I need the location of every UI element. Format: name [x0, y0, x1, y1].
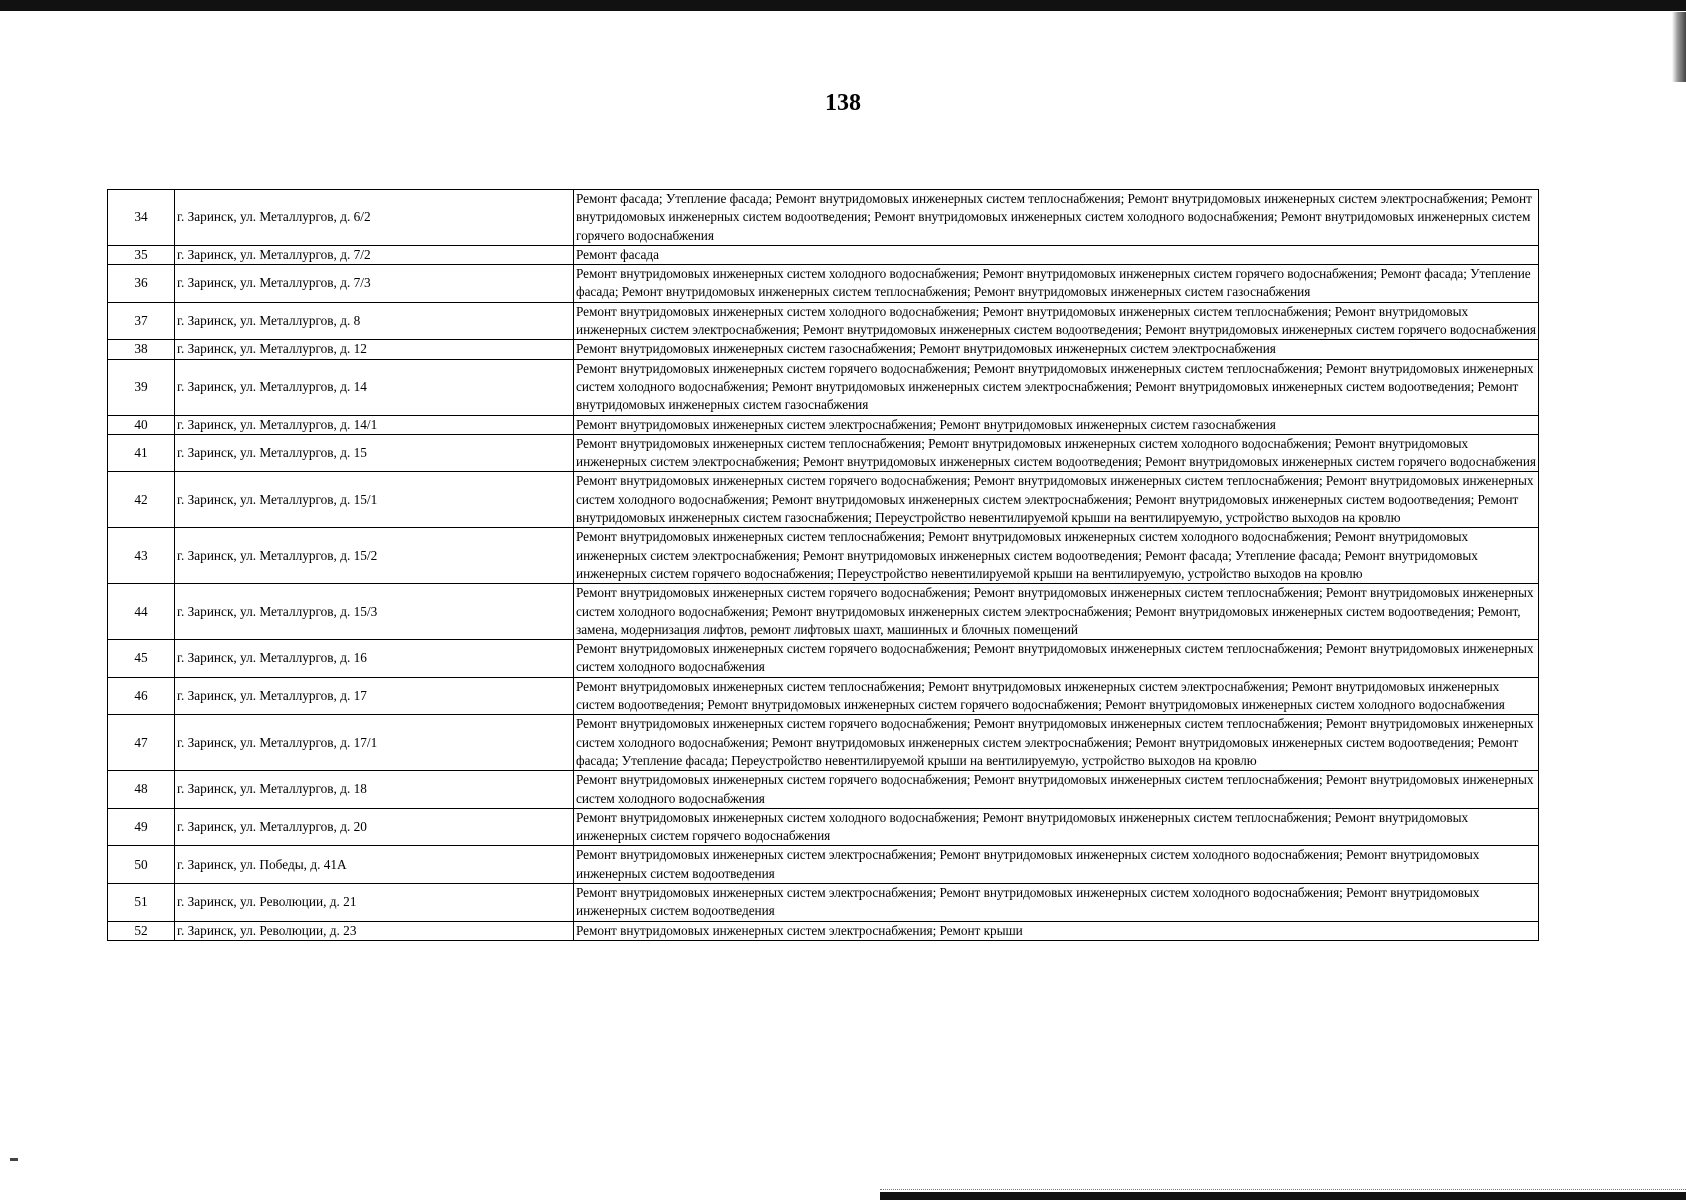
row-number: 41	[108, 434, 175, 472]
row-works: Ремонт внутридомовых инженерных систем холодного водоснабжения; Ремонт внутридомовых инженерных систем теплоснабжения; Ремонт внутридомовых инженерных систем электроснабжения; Ремонт внутридомовых инженерных систем водоотведения; Ремонт внутридомовых инженерных систем горячего водоснабжения	[574, 302, 1539, 340]
table-row	[108, 434, 1539, 472]
row-works: Ремонт внутридомовых инженерных систем горячего водоснабжения; Ремонт внутридомовых инженерных систем теплоснабжения; Ремонт внутридомовых инженерных систем холодного водоснабжения; Ремонт внутридомовых инженерных систем электроснабжения; Ремонт внутридомовых инженерных систем водоотведения; Ремонт внутридомовых инженерных систем газоснабжения; Переустройство невентилируемой крыши на вентилируемую, устройство выходов на кровлю	[574, 472, 1539, 528]
row-works: Ремонт внутридомовых инженерных систем электроснабжения; Ремонт внутридомовых инженерных систем холодного водоснабжения; Ремонт внутридомовых инженерных систем водоотведения	[574, 883, 1539, 921]
table-row	[108, 415, 1539, 434]
table-row	[108, 883, 1539, 921]
row-works: Ремонт внутридомовых инженерных систем холодного водоснабжения; Ремонт внутридомовых инженерных систем горячего водоснабжения; Ремонт фасада; Утепление фасада; Ремонт внутридомовых инженерных систем теплоснабжения; Ремонт внутридомовых инженерных систем газоснабжения	[574, 265, 1539, 303]
table-row	[108, 265, 1539, 303]
row-address: г. Заринск, ул. Металлургов, д. 17/1	[175, 715, 574, 771]
repair-works-table	[107, 189, 1539, 941]
row-address: г. Заринск, ул. Металлургов, д. 12	[175, 340, 574, 359]
row-address: г. Заринск, ул. Металлургов, д. 15	[175, 434, 574, 472]
table-row	[108, 677, 1539, 715]
row-address: г. Заринск, ул. Металлургов, д. 15/1	[175, 472, 574, 528]
row-works: Ремонт фасада	[574, 245, 1539, 264]
scan-bottom-border	[880, 1192, 1686, 1200]
table-row	[108, 302, 1539, 340]
row-address: г. Заринск, ул. Металлургов, д. 6/2	[175, 190, 574, 246]
row-address: г. Заринск, ул. Металлургов, д. 14/1	[175, 415, 574, 434]
row-address: г. Заринск, ул. Победы, д. 41А	[175, 846, 574, 884]
scan-bottom-dotted-line	[880, 1189, 1686, 1191]
row-works: Ремонт фасада; Утепление фасада; Ремонт внутридомовых инженерных систем теплоснабжения; Ремонт внутридомовых инженерных систем электроснабжения; Ремонт внутридомовых инженерных систем водоотведения; Ремонт внутридомовых инженерных систем холодного водоснабжения; Ремонт внутридомовых инженерных систем горячего водоснабжения	[574, 190, 1539, 246]
row-address: г. Заринск, ул. Революции, д. 21	[175, 883, 574, 921]
table-row	[108, 340, 1539, 359]
row-number: 50	[108, 846, 175, 884]
row-address: г. Заринск, ул. Металлургов, д. 8	[175, 302, 574, 340]
row-number: 46	[108, 677, 175, 715]
table-row	[108, 584, 1539, 640]
row-works: Ремонт внутридомовых инженерных систем электроснабжения; Ремонт внутридомовых инженерных систем холодного водоснабжения; Ремонт внутридомовых инженерных систем водоотведения	[574, 846, 1539, 884]
table-row	[108, 359, 1539, 415]
row-number: 47	[108, 715, 175, 771]
table-row	[108, 472, 1539, 528]
table-row	[108, 921, 1539, 940]
row-number: 37	[108, 302, 175, 340]
table-row	[108, 640, 1539, 678]
row-works: Ремонт внутридомовых инженерных систем горячего водоснабжения; Ремонт внутридомовых инженерных систем теплоснабжения; Ремонт внутридомовых инженерных систем холодного водоснабжения; Ремонт внутридомовых инженерных систем электроснабжения; Ремонт внутридомовых инженерных систем водоотведения; Ремонт фасада; Утепление фасада; Переустройство невентилируемой крыши на вентилируемую, устройство выходов на кровлю	[574, 715, 1539, 771]
table-row	[108, 771, 1539, 809]
row-address: г. Заринск, ул. Металлургов, д. 7/3	[175, 265, 574, 303]
row-number: 38	[108, 340, 175, 359]
row-number: 35	[108, 245, 175, 264]
row-number: 44	[108, 584, 175, 640]
scan-edge-mark	[1672, 12, 1686, 82]
row-address: г. Заринск, ул. Металлургов, д. 18	[175, 771, 574, 809]
scan-top-border	[0, 0, 1686, 11]
row-works: Ремонт внутридомовых инженерных систем горячего водоснабжения; Ремонт внутридомовых инженерных систем теплоснабжения; Ремонт внутридомовых инженерных систем холодного водоснабжения	[574, 771, 1539, 809]
row-number: 49	[108, 808, 175, 846]
row-number: 36	[108, 265, 175, 303]
table-row	[108, 190, 1539, 246]
row-number: 45	[108, 640, 175, 678]
row-address: г. Заринск, ул. Металлургов, д. 7/2	[175, 245, 574, 264]
scan-margin-mark	[10, 1158, 18, 1161]
table-row	[108, 715, 1539, 771]
row-works: Ремонт внутридомовых инженерных систем газоснабжения; Ремонт внутридомовых инженерных систем электроснабжения	[574, 340, 1539, 359]
row-works: Ремонт внутридомовых инженерных систем холодного водоснабжения; Ремонт внутридомовых инженерных систем теплоснабжения; Ремонт внутридомовых инженерных систем горячего водоснабжения	[574, 808, 1539, 846]
row-number: 34	[108, 190, 175, 246]
row-number: 51	[108, 883, 175, 921]
row-address: г. Заринск, ул. Металлургов, д. 16	[175, 640, 574, 678]
table-row	[108, 528, 1539, 584]
row-number: 42	[108, 472, 175, 528]
row-works: Ремонт внутридомовых инженерных систем горячего водоснабжения; Ремонт внутридомовых инженерных систем теплоснабжения; Ремонт внутридомовых инженерных систем холодного водоснабжения	[574, 640, 1539, 678]
row-address: г. Заринск, ул. Металлургов, д. 20	[175, 808, 574, 846]
page-number: 138	[825, 90, 861, 116]
row-number: 48	[108, 771, 175, 809]
row-works: Ремонт внутридомовых инженерных систем электроснабжения; Ремонт внутридомовых инженерных систем газоснабжения	[574, 415, 1539, 434]
row-address: г. Заринск, ул. Металлургов, д. 15/2	[175, 528, 574, 584]
table-body	[108, 190, 1539, 941]
row-address: г. Заринск, ул. Революции, д. 23	[175, 921, 574, 940]
row-number: 43	[108, 528, 175, 584]
row-works: Ремонт внутридомовых инженерных систем горячего водоснабжения; Ремонт внутридомовых инженерных систем теплоснабжения; Ремонт внутридомовых инженерных систем холодного водоснабжения; Ремонт внутридомовых инженерных систем электроснабжения; Ремонт внутридомовых инженерных систем водоотведения; Ремонт внутридомовых инженерных систем газоснабжения	[574, 359, 1539, 415]
table-row	[108, 808, 1539, 846]
table-row	[108, 245, 1539, 264]
row-number: 52	[108, 921, 175, 940]
row-address: г. Заринск, ул. Металлургов, д. 15/3	[175, 584, 574, 640]
table-row	[108, 846, 1539, 884]
row-address: г. Заринск, ул. Металлургов, д. 17	[175, 677, 574, 715]
row-works: Ремонт внутридомовых инженерных систем теплоснабжения; Ремонт внутридомовых инженерных систем холодного водоснабжения; Ремонт внутридомовых инженерных систем электроснабжения; Ремонт внутридомовых инженерных систем водоотведения; Ремонт фасада; Утепление фасада; Ремонт внутридомовых инженерных систем горячего водоснабжения; Переустройство невентилируемой крыши на вентилируемую, устройство выходов на кровлю	[574, 528, 1539, 584]
row-works: Ремонт внутридомовых инженерных систем теплоснабжения; Ремонт внутридомовых инженерных систем холодного водоснабжения; Ремонт внутридомовых инженерных систем электроснабжения; Ремонт внутридомовых инженерных систем водоотведения; Ремонт внутридомовых инженерных систем горячего водоснабжения	[574, 434, 1539, 472]
row-number: 39	[108, 359, 175, 415]
row-address: г. Заринск, ул. Металлургов, д. 14	[175, 359, 574, 415]
row-works: Ремонт внутридомовых инженерных систем горячего водоснабжения; Ремонт внутридомовых инженерных систем теплоснабжения; Ремонт внутридомовых инженерных систем холодного водоснабжения; Ремонт внутридомовых инженерных систем электроснабжения; Ремонт внутридомовых инженерных систем водоотведения; Ремонт, замена, модернизация лифтов, ремонт лифтовых шахт, машинных и блочных помещений	[574, 584, 1539, 640]
row-works: Ремонт внутридомовых инженерных систем электроснабжения; Ремонт крыши	[574, 921, 1539, 940]
row-number: 40	[108, 415, 175, 434]
row-works: Ремонт внутридомовых инженерных систем теплоснабжения; Ремонт внутридомовых инженерных систем электроснабжения; Ремонт внутридомовых инженерных систем водоотведения; Ремонт внутридомовых инженерных систем горячего водоснабжения; Ремонт внутридомовых инженерных систем холодного водоснабжения	[574, 677, 1539, 715]
